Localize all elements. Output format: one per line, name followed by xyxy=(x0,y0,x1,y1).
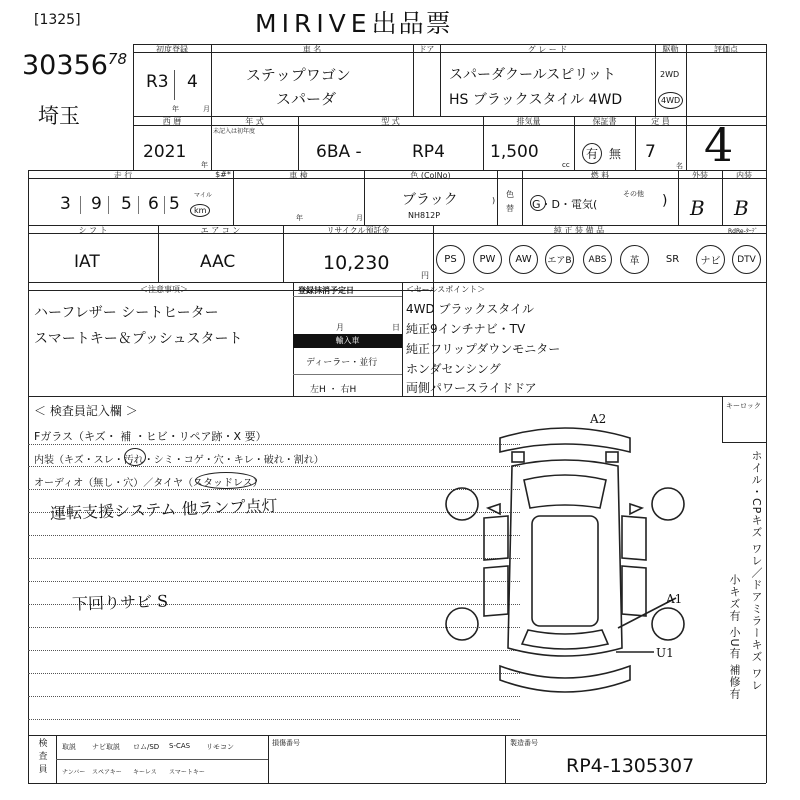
inspector-tag: 検 査 員 xyxy=(38,739,48,775)
handwritten-note: 運転支援システム 他ランプ点灯 xyxy=(49,496,278,523)
dealer-parallel: ディーラー・並行 xyxy=(306,358,378,368)
col-line xyxy=(766,44,767,783)
label-drive: 駆動 xyxy=(662,45,679,54)
mileage-digit: 3 xyxy=(60,194,71,214)
front-lamp-left xyxy=(512,452,524,462)
mileage-digit: 5 xyxy=(169,194,180,214)
day-label: 日 xyxy=(392,323,400,332)
label-model-year: 年 式 xyxy=(245,117,264,126)
front-lamp-right xyxy=(606,452,618,462)
sales-point-item: 純正9インチナビ・TV xyxy=(406,322,526,336)
car-name-line1: ステップワゴン xyxy=(246,66,351,84)
label-recycle: リサイクル預託金 xyxy=(326,226,390,235)
sales-point-item: 4WD ブラックスタイル xyxy=(406,302,534,316)
door-left-front xyxy=(484,516,508,560)
wheel-left-front xyxy=(446,488,478,520)
brand-logo xyxy=(255,4,453,40)
steering-side: 左H ・ 右H xyxy=(310,385,357,395)
serial-label: 製造番号 xyxy=(510,739,538,747)
drive-2wd: 2WD xyxy=(660,70,680,79)
region: 埼玉 xyxy=(38,104,80,128)
note-item: ハーフレザー シートヒーター xyxy=(34,305,219,321)
sales-point-item: 純正フリップダウンモニター xyxy=(406,342,561,356)
month-label: 月 xyxy=(336,323,344,332)
tire-circle-mark xyxy=(195,472,257,489)
equipment-badge: PS xyxy=(436,245,465,274)
model-year-note: 未記入は初年度 xyxy=(213,128,256,135)
keylock-label: キーロック xyxy=(726,402,761,410)
footer-checkbox-label: リモコン xyxy=(206,743,234,751)
note-item: スマートキー＆プッシュスタート xyxy=(34,331,243,347)
row-line xyxy=(28,396,766,397)
form-title: 出品票 xyxy=(371,9,453,38)
unit-yen: 円 xyxy=(421,271,429,280)
windshield xyxy=(524,475,606,508)
score-value: 4 xyxy=(704,118,734,172)
col-line xyxy=(505,735,506,783)
front-bumper-shape xyxy=(500,428,630,452)
footer-checkbox-label: キーレス xyxy=(133,769,157,776)
label-shift: シ フ ト xyxy=(78,226,108,235)
label-displacement: 排気量 xyxy=(516,117,541,126)
fuel-options: G・D・電気( xyxy=(532,198,598,211)
unit-persons: 名 xyxy=(676,162,683,170)
warranty-yes-circled: 有 xyxy=(582,143,602,164)
row-line xyxy=(28,783,766,784)
fuel-other: その他 xyxy=(623,190,644,198)
interior-grade: B xyxy=(734,196,749,220)
col-line xyxy=(28,170,29,783)
handwritten-note: 下回りサビ S xyxy=(71,591,169,614)
footer-checkbox-label: ナンバー xyxy=(62,769,86,776)
footer-checkbox-label: S-CAS xyxy=(169,742,191,750)
wheel-left-rear xyxy=(446,608,478,640)
col-line xyxy=(497,170,498,225)
displacement-value: 1,500 xyxy=(490,142,539,162)
row-line xyxy=(293,374,402,375)
capacity-value: 7 xyxy=(645,142,656,162)
unit-year: 年 xyxy=(172,105,179,113)
digit-tick xyxy=(138,196,139,214)
sales-point-item: ホンダセンシング xyxy=(406,362,501,376)
interior-circle-mark xyxy=(124,448,146,466)
col-line xyxy=(133,44,134,170)
unit-cc: cc xyxy=(562,161,570,169)
col-line xyxy=(722,396,723,442)
registration-era-year: R3 xyxy=(146,72,169,92)
label-capacity: 定 員 xyxy=(651,117,670,126)
recycle-value: 10,230 xyxy=(323,252,390,274)
digit-tick xyxy=(108,196,109,214)
label-grade: グ レ ー ド xyxy=(527,45,568,54)
grade-line2: HS ブラックスタイル 4WD xyxy=(449,92,623,108)
col-line xyxy=(686,44,687,170)
unit-month: 月 xyxy=(203,105,210,113)
label-fuel: 燃 料 xyxy=(590,171,610,180)
footer-checkbox-label: ロム/SD xyxy=(133,743,160,751)
wheel-right-rear xyxy=(652,608,684,640)
rear-bumper-shape xyxy=(500,666,630,692)
digit-tick xyxy=(80,196,81,214)
equipment-badge: ナビ xyxy=(696,245,725,274)
glass-condition: Fガラス（キズ・ 補 ・ヒビ・リペア跡・X 要） xyxy=(34,430,267,443)
label-mileage-flag: $#* xyxy=(215,170,231,179)
damage-code: A2 xyxy=(590,412,607,426)
roof xyxy=(532,516,598,626)
door-left-rear xyxy=(484,566,508,616)
label-mileage: 走 行 xyxy=(113,171,133,180)
lot-bracket: [1325] xyxy=(34,12,81,28)
mileage-digit: 9 xyxy=(91,194,102,214)
shift-value: IAT xyxy=(74,252,100,272)
row-line xyxy=(28,290,433,291)
equipment-badge: DTV xyxy=(732,245,761,274)
unit-km-circled: km xyxy=(190,204,210,217)
label-color: 色 (ColNo) xyxy=(410,171,451,180)
brand-name: MIRIVE xyxy=(255,9,372,38)
row-line xyxy=(56,759,268,760)
mileage-digit: 5 xyxy=(121,194,132,214)
divider xyxy=(174,70,175,100)
label-door: ドア xyxy=(418,45,435,54)
door-right-rear xyxy=(622,566,646,616)
year-value: 2021 xyxy=(143,142,187,162)
unit-year: 年 xyxy=(201,161,208,169)
fuel-gasoline-circle xyxy=(530,195,546,211)
sales-point-item: 両側パワースライドドア xyxy=(406,381,537,395)
damage-code: U1 xyxy=(656,646,674,660)
dotted-rule xyxy=(28,719,520,720)
equipment-badge: PW xyxy=(473,245,502,274)
row-line xyxy=(28,282,766,283)
label-score: 評価点 xyxy=(714,45,738,54)
label-options: 純 正 装 備 品 xyxy=(553,226,605,235)
wheel-right-front xyxy=(652,488,684,520)
label-western-year: 西 暦 xyxy=(162,117,182,126)
footer-checkbox-label: スペアキー xyxy=(92,769,122,776)
car-name-line2: スパーダ xyxy=(276,90,337,108)
import-header: 輸入車 xyxy=(293,334,402,348)
label-color-swap: 色替 xyxy=(506,190,514,213)
equipment-badge-uncircled: SR xyxy=(665,254,680,265)
door-right-front xyxy=(622,516,646,560)
notes-title: ＜注意事項＞ xyxy=(140,285,188,294)
label-model: 型 式 xyxy=(381,117,400,126)
unit-month: 月 xyxy=(356,214,363,222)
color-name: ブラック xyxy=(402,192,458,208)
col-line xyxy=(268,735,269,783)
entry-number: 30356$^{78}$ xyxy=(22,50,127,81)
registration-month: 4 xyxy=(187,72,198,92)
color-code: NH812P xyxy=(408,211,441,220)
rear-window xyxy=(522,630,608,649)
inspector-title: ＜ 検査員記入欄 ＞ xyxy=(34,404,138,418)
plate-title: 登録抹消予定日 xyxy=(298,286,354,295)
footer-checkbox-label: ナビ取説 xyxy=(92,743,120,751)
label-car-name: 車 名 xyxy=(302,45,322,54)
warranty-no: 無 xyxy=(609,147,622,161)
mileage-digit: 6 xyxy=(148,194,159,214)
mirror-left xyxy=(488,504,500,514)
footer-checkbox-label: スマートキー xyxy=(169,769,205,776)
row-line xyxy=(28,735,766,736)
label-inspection: 車 検 xyxy=(289,171,308,180)
label-radio-note: RdRe-ﾀｰﾃﾞ xyxy=(728,228,758,235)
mirror-right xyxy=(630,504,642,514)
damage-code: A1 xyxy=(666,592,683,606)
model-prefix: 6BA - xyxy=(316,142,362,162)
side-legend: ホイル・CPキズ ワレ／ドアミラーキズ ワレ xyxy=(750,450,763,692)
unit-year: 年 xyxy=(296,214,303,222)
col-line xyxy=(402,282,403,396)
unit-mile: マイル xyxy=(194,192,212,199)
equipment-badge: 革 xyxy=(620,245,649,274)
footer-checkbox-label: 取説 xyxy=(62,743,76,751)
grade-line1: スパーダクールスピリット xyxy=(449,67,616,83)
equipment-badge: エアB xyxy=(545,245,574,274)
label-warranty: 保証書 xyxy=(592,117,617,126)
sales-points-title: ＜セールスポイント＞ xyxy=(406,285,486,294)
serial-number: RP4-1305307 xyxy=(566,755,695,777)
row-line xyxy=(722,442,766,443)
audio-tire-condition: オーディオ（無し・穴）／タイヤ（スタッドレス） xyxy=(34,478,263,489)
car-diagram xyxy=(440,408,690,708)
label-interior: 内装 xyxy=(736,171,752,180)
damage-number-label: 損傷番号 xyxy=(272,739,300,747)
fuel-paren: ) xyxy=(662,193,668,209)
model-code: RP4 xyxy=(412,142,445,162)
exterior-grade: B xyxy=(690,196,705,220)
label-aircon: エ ア コ ン xyxy=(200,226,241,235)
label-first-registration: 初度登録 xyxy=(156,45,188,54)
color-paren: ) xyxy=(492,196,496,205)
interior-condition: 内装（キズ・スレ・汚れ・シミ・コゲ・穴・キレ・破れ・割れ） xyxy=(34,455,324,466)
equipment-badge: AW xyxy=(509,245,538,274)
aircon-value: AAC xyxy=(200,252,236,272)
digit-tick xyxy=(164,196,165,214)
side-legend: 小キズ有 小U有 補修有 xyxy=(728,574,741,701)
label-exterior: 外装 xyxy=(692,171,708,180)
row-line xyxy=(293,296,402,297)
drive-4wd-circled: 4WD xyxy=(658,92,683,109)
equipment-badge: ABS xyxy=(583,245,612,274)
